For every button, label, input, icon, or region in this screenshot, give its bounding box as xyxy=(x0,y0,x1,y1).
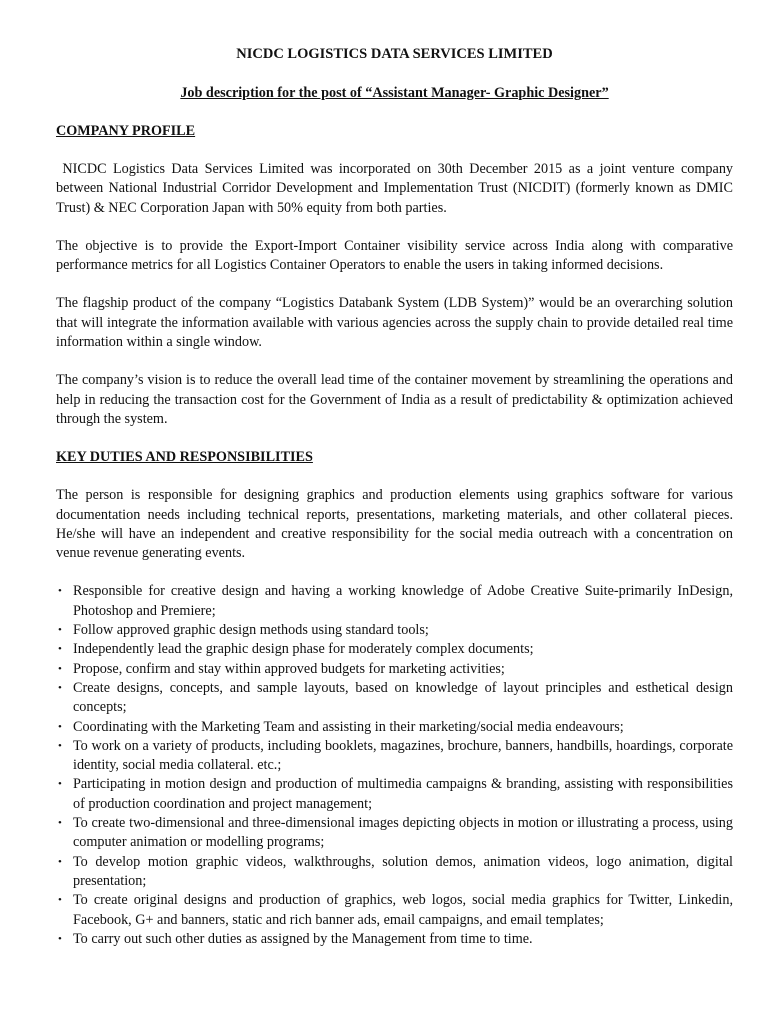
list-item xyxy=(56,814,733,853)
duty-text: To create original designs and production of graphics, web logos, social media graphics for Twitter, Linkedin, Facebook, G+ and banners, static and rich banner ads, email campaigns, and email templates; xyxy=(73,892,733,928)
list-item xyxy=(56,853,733,892)
duty-text: To develop motion graphic videos, walkthroughs, solution demos, animation videos, logo animation, digital presentation; xyxy=(73,853,733,889)
profile-paragraph-flagship: The flagship product of the company “Logistics Databank System (LDB System)” would be an overarching solution that will integrate the information available with various agencies across the supply chain to provide detailed real time information within a single window. xyxy=(56,295,733,351)
list-item xyxy=(56,660,733,679)
document-page xyxy=(56,44,737,949)
bullet-icon: • xyxy=(58,585,62,598)
list-item xyxy=(56,640,733,659)
duty-text: Coordinating with the Marketing Team and assisting in their marketing/social media endeavours; xyxy=(73,718,624,735)
duties-intro-paragraph: The person is responsible for designing graphics and production elements using graphics software for various documentation needs including technical reports, presentations, marketing materials, and other collateral pieces. He/she will have an independent and creative responsibility for the social media outreach with a concentration on venue revenue generating events. xyxy=(56,487,733,562)
duty-text: To work on a variety of products, including booklets, magazines, brochure, banners, handbills, hoardings, corporate identity, social media collateral. etc.; xyxy=(73,737,733,774)
list-item xyxy=(56,582,733,621)
list-item xyxy=(56,930,733,949)
job-title: Job description for the post of “Assistant Manager- Graphic Designer” xyxy=(180,85,609,101)
list-item xyxy=(56,737,733,776)
key-duties-heading: KEY DUTIES AND RESPONSIBILITIES xyxy=(56,449,313,466)
duty-text: Create designs, concepts, and sample layouts, based on knowledge of layout principles and esthetical design concepts; xyxy=(73,679,733,716)
bullet-icon: • xyxy=(58,643,62,656)
bullet-icon: • xyxy=(58,932,62,945)
document-title: NICDC LOGISTICS DATA SERVICES LIMITED xyxy=(236,46,553,62)
duty-text: Follow approved graphic design methods using standard tools; xyxy=(73,622,429,639)
bullet-icon: • xyxy=(58,624,62,637)
duty-text: Independently lead the graphic design phase for moderately complex documents; xyxy=(73,641,534,658)
list-item xyxy=(56,775,733,814)
duty-text: Propose, confirm and stay within approved budgets for marketing activities; xyxy=(73,660,505,677)
list-item xyxy=(56,891,733,930)
bullet-icon: • xyxy=(58,817,62,830)
bullet-icon: • xyxy=(58,894,62,907)
duty-text: To carry out such other duties as assigned by the Management from time to time. xyxy=(73,930,533,947)
duty-text: Participating in motion design and production of multimedia campaigns & branding, assisting with responsibilities of production coordination and project management; xyxy=(73,776,733,812)
profile-paragraph-vision: The company’s vision is to reduce the overall lead time of the container movement by streamlining the operations and help in reducing the transaction cost for the Government of India as a result of predictability & optimization achieved through the system. xyxy=(56,372,733,427)
bullet-icon: • xyxy=(58,855,62,868)
profile-paragraph-objective: The objective is to provide the Export-Import Container visibility service across India along with comparative performance metrics for all Logistics Container Operators to enable the users in taking informed decisions. xyxy=(56,237,733,274)
bullet-icon: • xyxy=(58,662,62,675)
list-item xyxy=(56,621,733,640)
bullet-icon: • xyxy=(58,720,62,733)
list-item xyxy=(56,679,733,718)
list-item xyxy=(56,718,733,737)
profile-paragraph-incorporation: NICDC Logistics Data Services Limited was incorporated on 30th December 2015 as a joint venture company between National Industrial Corridor Development and Implementation Trust (NICDIT) (formerly known as DMIC Trust) & NEC Corporation Japan with 50% equity from both parties. xyxy=(56,161,737,216)
bullet-icon: • xyxy=(58,778,62,791)
bullet-icon: • xyxy=(58,739,62,752)
duty-text: Responsible for creative design and having a working knowledge of Adobe Creative Suite-primarily InDesign, Photoshop and Premiere; xyxy=(73,583,733,619)
duties-list xyxy=(56,582,733,949)
company-profile-heading: COMPANY PROFILE xyxy=(56,123,196,139)
duty-text: To create two-dimensional and three-dimensional images depicting objects in motion or illustrating a process, using computer animation or modelling programs; xyxy=(73,815,733,851)
bullet-icon: • xyxy=(58,681,62,694)
